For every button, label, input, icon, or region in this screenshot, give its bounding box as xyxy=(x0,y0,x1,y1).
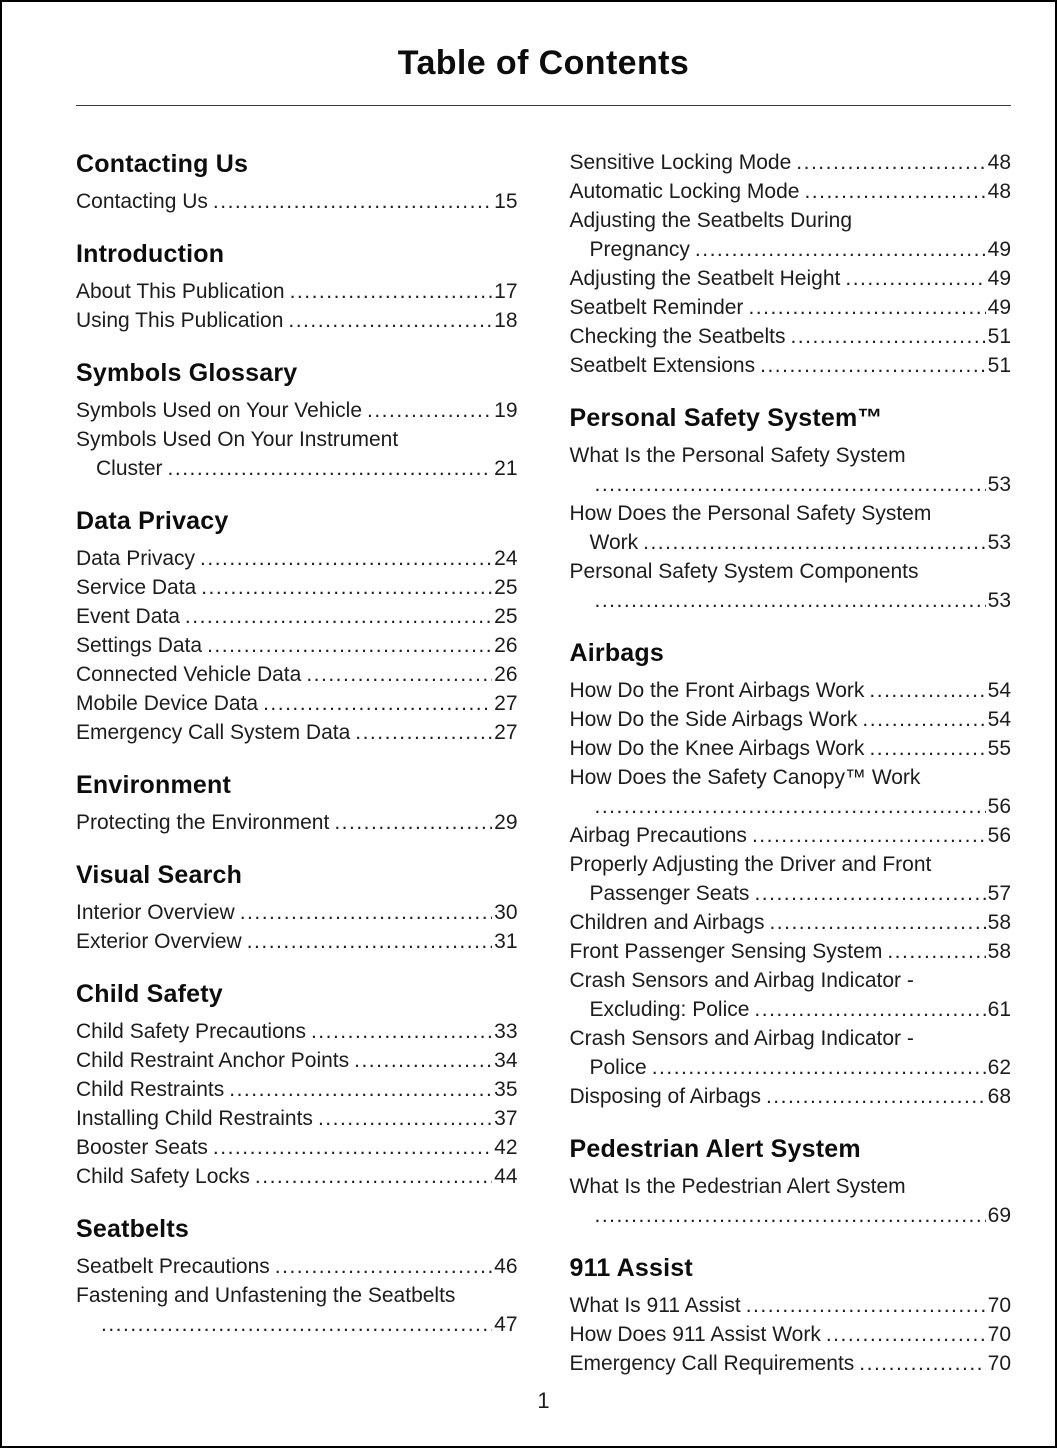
page-title: Table of Contents xyxy=(397,44,690,82)
entry-label-continued: Police xyxy=(589,1056,647,1079)
toc-entry xyxy=(570,206,1012,264)
dot-leader xyxy=(826,1320,986,1349)
entry-label: Mobile Device Data xyxy=(76,692,259,715)
toc-column-right xyxy=(570,148,1012,1378)
entry-label: Installing Child Restraints xyxy=(76,1107,313,1130)
entry-row xyxy=(76,544,518,573)
toc-entry xyxy=(570,264,1012,293)
toc-entry xyxy=(570,763,1012,821)
toc-entry xyxy=(76,1046,518,1075)
entry-continuation-row xyxy=(76,1310,518,1339)
entry-page-number: 56 xyxy=(987,795,1011,818)
section-heading: Visual Search xyxy=(76,861,243,889)
dot-leader xyxy=(355,718,492,747)
entry-page-number: 27 xyxy=(494,721,518,744)
entry-row xyxy=(76,1075,518,1104)
entry-label: How Does the Safety Canopy™ Work xyxy=(569,766,921,789)
entry-label: Child Safety Precautions xyxy=(76,1020,306,1043)
entry-page-number: 68 xyxy=(987,1085,1011,1108)
toc-entry xyxy=(76,1017,518,1046)
dot-leader xyxy=(263,689,492,718)
entry-page-number: 48 xyxy=(987,180,1011,203)
dot-leader xyxy=(862,705,985,734)
toc-entry xyxy=(570,1320,1012,1349)
section-heading: Seatbelts xyxy=(76,1215,189,1243)
entry-label: What Is the Personal Safety System xyxy=(569,444,906,467)
entry-page-number: 42 xyxy=(494,1136,518,1159)
entry-row xyxy=(76,306,518,335)
entry-continuation-row xyxy=(570,1053,1012,1082)
toc-entry xyxy=(570,937,1012,966)
toc-section xyxy=(76,978,518,1191)
entry-label: Connected Vehicle Data xyxy=(76,663,302,686)
entry-row xyxy=(76,396,518,425)
entry-continuation-row xyxy=(570,235,1012,264)
dot-leader xyxy=(695,235,986,264)
entry-row xyxy=(570,676,1012,705)
toc-entry xyxy=(570,351,1012,380)
entry-page-number: 70 xyxy=(987,1352,1011,1375)
toc-entry xyxy=(76,1133,518,1162)
entry-page-number: 61 xyxy=(987,998,1011,1021)
entry-page-number: 49 xyxy=(987,296,1011,319)
entry-label: Seatbelt Extensions xyxy=(569,354,756,377)
dot-leader xyxy=(748,293,985,322)
entry-label: Service Data xyxy=(76,576,197,599)
entry-label: How Do the Knee Airbags Work xyxy=(569,737,865,760)
entry-label: Front Passenger Sensing System xyxy=(569,940,883,963)
entry-page-number: 53 xyxy=(987,589,1011,612)
dot-leader xyxy=(168,454,493,483)
entry-label: What Is the Pedestrian Alert System xyxy=(569,1175,906,1198)
toc-entry xyxy=(570,1024,1012,1082)
toc-entry xyxy=(570,441,1012,499)
entry-row xyxy=(570,148,1012,177)
entry-row xyxy=(76,718,518,747)
toc-entry xyxy=(76,660,518,689)
toc-entry xyxy=(570,322,1012,351)
toc-section xyxy=(76,357,518,483)
entry-label: How Does 911 Assist Work xyxy=(569,1323,821,1346)
entry-page-number: 70 xyxy=(987,1294,1011,1317)
entry-page-number: 47 xyxy=(494,1313,518,1336)
entry-continuation-row xyxy=(570,470,1012,499)
toc-entry xyxy=(76,277,518,306)
entry-page-number: 46 xyxy=(494,1255,518,1278)
entry-label: Disposing of Airbags xyxy=(569,1085,761,1108)
toc-section xyxy=(570,148,1012,380)
title-divider xyxy=(76,105,1011,106)
entry-page-number: 29 xyxy=(494,811,518,834)
entry-label-continued: Work xyxy=(589,531,639,554)
dot-leader xyxy=(760,351,986,380)
toc-entry xyxy=(570,966,1012,1024)
toc-entry xyxy=(76,689,518,718)
entry-page-number: 57 xyxy=(987,882,1011,905)
toc-section xyxy=(76,238,518,335)
entry-row xyxy=(76,1133,518,1162)
section-heading: Symbols Glossary xyxy=(76,359,298,387)
entry-page-number: 44 xyxy=(494,1165,518,1188)
dot-leader xyxy=(595,470,986,499)
page-number: 1 xyxy=(537,1388,550,1413)
entry-page-number: 49 xyxy=(987,238,1011,261)
toc-section xyxy=(570,637,1012,1111)
entry-page-number: 25 xyxy=(494,605,518,628)
dot-leader xyxy=(200,544,492,573)
entry-page-number: 49 xyxy=(987,267,1011,290)
dot-leader xyxy=(595,1201,986,1230)
toc-entry xyxy=(570,821,1012,850)
toc-entry xyxy=(570,499,1012,557)
entry-page-number: 21 xyxy=(494,457,518,480)
dot-leader xyxy=(311,1017,492,1046)
entry-label: Checking the Seatbelts xyxy=(569,325,786,348)
entry-label: Exterior Overview xyxy=(76,930,242,953)
entry-label: Fastening and Unfastening the Seatbelts xyxy=(76,1284,456,1307)
section-heading: Pedestrian Alert System xyxy=(569,1135,861,1163)
toc-entry xyxy=(570,908,1012,937)
entry-row xyxy=(76,1252,518,1281)
entry-page-number: 54 xyxy=(987,708,1011,731)
section-heading: Data Privacy xyxy=(76,507,229,535)
entry-row xyxy=(76,631,518,660)
toc-entry xyxy=(76,1162,518,1191)
section-heading: 911 Assist xyxy=(569,1254,693,1282)
entry-label: Airbag Precautions xyxy=(569,824,747,847)
entry-row xyxy=(570,1291,1012,1320)
entry-continuation-row xyxy=(570,528,1012,557)
toc-entry xyxy=(570,557,1012,615)
entry-row xyxy=(570,1320,1012,1349)
toc-entry xyxy=(76,898,518,927)
entry-page-number: 48 xyxy=(987,151,1011,174)
section-heading: Airbags xyxy=(569,639,664,667)
entry-continuation-row xyxy=(570,792,1012,821)
entry-page-number: 58 xyxy=(987,911,1011,934)
entry-page-number: 24 xyxy=(494,547,518,570)
toc-entry xyxy=(76,187,518,216)
toc-entry xyxy=(570,1349,1012,1378)
section-heading: Child Safety xyxy=(76,980,223,1008)
dot-leader xyxy=(247,927,492,956)
dot-leader xyxy=(207,631,492,660)
entry-row xyxy=(76,927,518,956)
toc-entry xyxy=(76,602,518,631)
toc-entry xyxy=(570,1172,1012,1230)
entry-label: What Is 911 Assist xyxy=(569,1294,741,1317)
entry-page-number: 31 xyxy=(494,930,518,953)
entry-label: Emergency Call System Data xyxy=(76,721,351,744)
entry-row xyxy=(76,277,518,306)
entry-page-number: 62 xyxy=(987,1056,1011,1079)
dot-leader xyxy=(595,586,986,615)
dot-leader xyxy=(845,264,985,293)
dot-leader xyxy=(595,792,986,821)
toc-section xyxy=(570,402,1012,615)
entry-row xyxy=(570,322,1012,351)
section-heading: Personal Safety System™ xyxy=(569,404,883,432)
dot-leader xyxy=(354,1046,492,1075)
entry-page-number: 27 xyxy=(494,692,518,715)
entry-page-number: 55 xyxy=(987,737,1011,760)
toc-section xyxy=(76,769,518,837)
entry-label: Child Restraint Anchor Points xyxy=(76,1049,350,1072)
entry-page-number: 35 xyxy=(494,1078,518,1101)
entry-row xyxy=(570,177,1012,206)
entry-row xyxy=(570,1082,1012,1111)
dot-leader xyxy=(766,1082,986,1111)
entry-continuation-row xyxy=(570,1201,1012,1230)
entry-page-number: 53 xyxy=(987,473,1011,496)
entry-row xyxy=(76,1104,518,1133)
toc-entry xyxy=(570,177,1012,206)
entry-label: Properly Adjusting the Driver and Front xyxy=(569,853,932,876)
entry-label: Sensitive Locking Mode xyxy=(569,151,792,174)
entry-label: How Do the Side Airbags Work xyxy=(569,708,858,731)
entry-row xyxy=(76,573,518,602)
entry-label: Seatbelt Precautions xyxy=(76,1255,270,1278)
entry-page-number: 15 xyxy=(494,190,518,213)
entry-label: Seatbelt Reminder xyxy=(569,296,744,319)
toc-section xyxy=(76,859,518,956)
entry-label: Crash Sensors and Airbag Indicator - xyxy=(569,1027,914,1050)
entry-label: Using This Publication xyxy=(76,309,284,332)
entry-row xyxy=(570,351,1012,380)
toc-entry xyxy=(570,705,1012,734)
toc-entry xyxy=(570,734,1012,763)
toc-entry xyxy=(570,850,1012,908)
dot-leader xyxy=(229,1075,492,1104)
entry-label: Protecting the Environment xyxy=(76,811,330,834)
dot-leader xyxy=(746,1291,986,1320)
dot-leader xyxy=(290,277,493,306)
entry-page-number: 25 xyxy=(494,576,518,599)
entry-page-number: 17 xyxy=(494,280,518,303)
toc-entry xyxy=(76,1104,518,1133)
toc-entry xyxy=(76,544,518,573)
entry-continuation-row xyxy=(76,454,518,483)
toc-section xyxy=(570,1133,1012,1230)
entry-label: Child Safety Locks xyxy=(76,1165,250,1188)
entry-row xyxy=(570,908,1012,937)
entry-page-number: 54 xyxy=(987,679,1011,702)
toc-entry xyxy=(76,631,518,660)
toc-section xyxy=(570,1252,1012,1378)
entry-label: Symbols Used On Your Instrument xyxy=(76,428,399,451)
entry-label: Booster Seats xyxy=(76,1136,208,1159)
entry-row xyxy=(76,1046,518,1075)
toc-columns xyxy=(76,148,1011,1378)
entry-label: Adjusting the Seatbelts During xyxy=(569,209,853,232)
toc-section xyxy=(76,1213,518,1339)
dot-leader xyxy=(306,660,492,689)
dot-leader xyxy=(318,1104,492,1133)
entry-row xyxy=(76,602,518,631)
dot-leader xyxy=(367,396,492,425)
entry-row xyxy=(570,293,1012,322)
entry-row xyxy=(570,821,1012,850)
entry-page-number: 69 xyxy=(987,1204,1011,1227)
dot-leader xyxy=(213,187,492,216)
entry-label: Emergency Call Requirements xyxy=(569,1352,855,1375)
entry-row xyxy=(570,734,1012,763)
toc-entry xyxy=(76,306,518,335)
dot-leader xyxy=(804,177,985,206)
toc-entry xyxy=(76,808,518,837)
entry-label: How Do the Front Airbags Work xyxy=(569,679,865,702)
toc-entry xyxy=(570,1082,1012,1111)
entry-label: Automatic Locking Mode xyxy=(569,180,800,203)
entry-label: Children and Airbags xyxy=(569,911,765,934)
entry-label: Data Privacy xyxy=(76,547,196,570)
entry-label: Personal Safety System Components xyxy=(569,560,919,583)
dot-leader xyxy=(185,602,492,631)
toc-entry xyxy=(76,1281,518,1339)
toc-entry xyxy=(76,573,518,602)
dot-leader xyxy=(769,908,985,937)
entry-page-number: 30 xyxy=(494,901,518,924)
toc-entry xyxy=(76,927,518,956)
toc-section xyxy=(76,148,518,216)
toc-entry xyxy=(76,425,518,483)
dot-leader xyxy=(652,1053,986,1082)
entry-page-number: 33 xyxy=(494,1020,518,1043)
entry-page-number: 37 xyxy=(494,1107,518,1130)
toc-entry xyxy=(570,676,1012,705)
dot-leader xyxy=(213,1133,492,1162)
entry-label-continued: Passenger Seats xyxy=(589,882,750,905)
entry-page-number: 34 xyxy=(494,1049,518,1072)
toc-entry xyxy=(570,148,1012,177)
entry-label: Symbols Used on Your Vehicle xyxy=(76,399,363,422)
dot-leader xyxy=(754,879,985,908)
section-heading: Contacting Us xyxy=(76,150,249,178)
entry-continuation-row xyxy=(570,879,1012,908)
entry-row xyxy=(570,705,1012,734)
dot-leader xyxy=(643,528,986,557)
dot-leader xyxy=(859,1349,985,1378)
entry-label: Event Data xyxy=(76,605,180,628)
entry-label: Adjusting the Seatbelt Height xyxy=(569,267,841,290)
entry-row xyxy=(76,689,518,718)
entry-page-number: 51 xyxy=(987,325,1011,348)
entry-page-number: 53 xyxy=(987,531,1011,554)
entry-page-number: 51 xyxy=(987,354,1011,377)
entry-row xyxy=(76,1162,518,1191)
entry-page-number: 26 xyxy=(494,634,518,657)
entry-label: Crash Sensors and Airbag Indicator - xyxy=(569,969,914,992)
entry-page-number: 18 xyxy=(494,309,518,332)
dot-leader xyxy=(288,306,492,335)
entry-row xyxy=(76,1017,518,1046)
entry-label-continued: Cluster xyxy=(96,457,163,480)
toc-entry xyxy=(76,718,518,747)
entry-row xyxy=(76,187,518,216)
entry-row xyxy=(570,1349,1012,1378)
dot-leader xyxy=(240,898,492,927)
entry-label: Contacting Us xyxy=(76,190,208,213)
toc-entry xyxy=(570,1291,1012,1320)
entry-page-number: 70 xyxy=(987,1323,1011,1346)
entry-row xyxy=(76,898,518,927)
entry-label: How Does the Personal Safety System xyxy=(569,502,932,525)
dot-leader xyxy=(752,821,986,850)
entry-label-continued: Excluding: Police xyxy=(589,998,750,1021)
entry-continuation-row xyxy=(570,995,1012,1024)
toc-section xyxy=(76,505,518,747)
dot-leader xyxy=(790,322,985,351)
entry-continuation-row xyxy=(570,586,1012,615)
toc-entry xyxy=(76,1252,518,1281)
toc-entry xyxy=(76,1075,518,1104)
toc-entry xyxy=(76,396,518,425)
dot-leader xyxy=(101,1310,492,1339)
entry-row xyxy=(570,264,1012,293)
entry-page-number: 56 xyxy=(987,824,1011,847)
dot-leader xyxy=(754,995,985,1024)
entry-label: Child Restraints xyxy=(76,1078,225,1101)
dot-leader xyxy=(796,148,985,177)
dot-leader xyxy=(255,1162,492,1191)
dot-leader xyxy=(869,676,985,705)
toc-entry xyxy=(570,293,1012,322)
entry-page-number: 19 xyxy=(494,399,518,422)
entry-row xyxy=(76,660,518,689)
dot-leader xyxy=(887,937,985,966)
dot-leader xyxy=(275,1252,492,1281)
entry-label: Interior Overview xyxy=(76,901,235,924)
entry-page-number: 26 xyxy=(494,663,518,686)
section-heading: Environment xyxy=(76,771,231,799)
entry-row xyxy=(570,937,1012,966)
entry-label-continued: Pregnancy xyxy=(589,238,690,261)
entry-page-number: 58 xyxy=(987,940,1011,963)
section-heading: Introduction xyxy=(76,240,225,268)
dot-leader xyxy=(201,573,492,602)
dot-leader xyxy=(869,734,985,763)
dot-leader xyxy=(334,808,492,837)
entry-label: About This Publication xyxy=(76,280,285,303)
entry-label: Settings Data xyxy=(76,634,203,657)
toc-column-left xyxy=(76,148,518,1378)
entry-row xyxy=(76,808,518,837)
